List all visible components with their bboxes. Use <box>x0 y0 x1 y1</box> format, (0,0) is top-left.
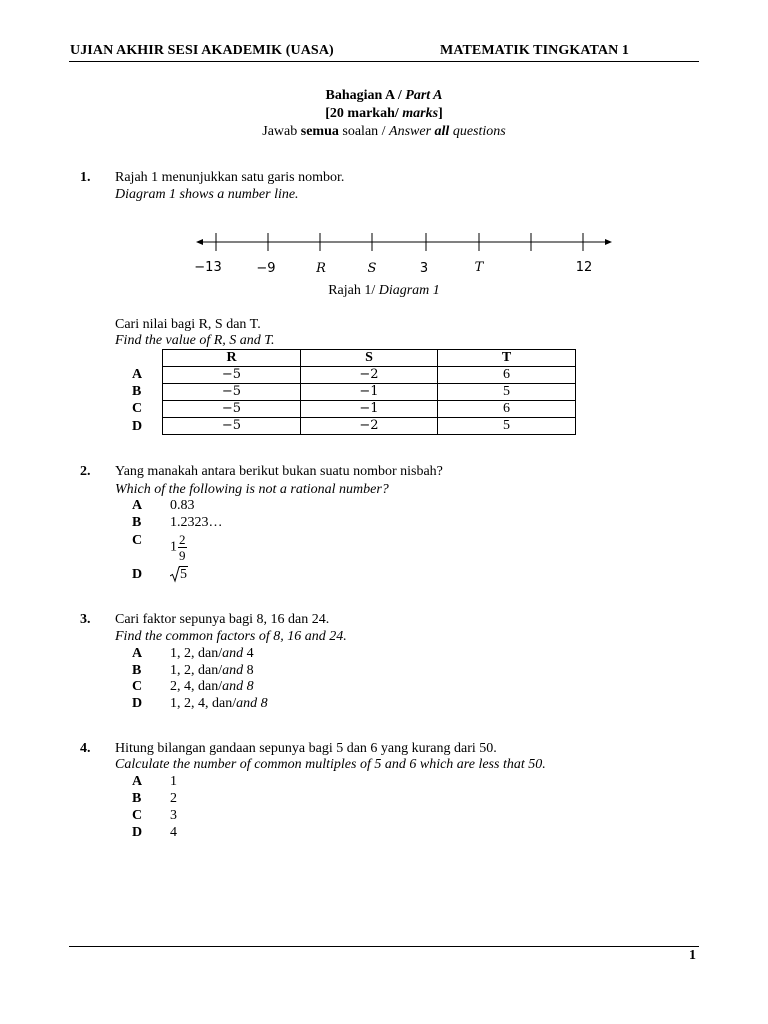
header-left: UJIAN AKHIR SESI AKADEMIK (UASA) <box>70 43 334 58</box>
q3-option-b-value <box>170 663 254 679</box>
header-right: MATEMATIK TINGKATAN 1 <box>440 43 630 58</box>
nl-label-r: R <box>316 261 326 276</box>
table-row <box>163 367 576 384</box>
q2-option-d-value <box>170 566 188 583</box>
q3-option-c-label: C <box>132 679 143 694</box>
q1-row-label-c: C <box>132 401 143 416</box>
table-cell: −2 <box>301 418 438 435</box>
q2-text-en: Which of the following is not a rational number? <box>115 482 389 497</box>
q4-text-en: Calculate the number of common multiples of 5 and 6 which are less that 50. <box>115 757 546 772</box>
q1-row-label-a: A <box>132 367 143 382</box>
q4-option-b-label: B <box>132 791 142 806</box>
instr-5: all <box>434 124 450 139</box>
opt-and: and 8 <box>236 696 268 711</box>
table-header-s: S <box>301 350 438 367</box>
marks-pre: [20 markah/ <box>325 106 399 121</box>
table-header-row <box>163 350 576 367</box>
q2-option-a-value: 0.83 <box>170 498 195 513</box>
table-cell: −5 <box>163 401 301 418</box>
q2-option-c-value <box>170 532 187 563</box>
header-divider <box>69 61 699 62</box>
section-title-ms: Bahagian A / <box>325 88 402 103</box>
q4-option-d-label: D <box>132 825 143 840</box>
page-number: 1 <box>689 948 696 963</box>
q3-option-d-value <box>170 696 268 712</box>
nl-label-12: 12 <box>575 260 593 275</box>
opt-and: and 8 <box>222 679 254 694</box>
nl-label-s: S <box>367 261 377 276</box>
q1-caption <box>0 283 768 299</box>
q3-number: 3. <box>80 612 91 627</box>
table-row <box>163 401 576 418</box>
nl-label-neg13: −13 <box>194 260 222 275</box>
q2-option-a-label: A <box>132 498 143 513</box>
table-cell: −1 <box>301 401 438 418</box>
marks-en: marks <box>402 106 439 121</box>
q4-option-c-label: C <box>132 808 143 823</box>
q2-option-b-value: 1.2323… <box>170 515 223 530</box>
instr-6: questions <box>452 124 506 139</box>
q4-number: 4. <box>80 741 91 756</box>
opt-and: and <box>222 663 244 678</box>
nl-label-3: 3 <box>419 261 429 276</box>
table-cell: −5 <box>163 367 301 384</box>
fraction-denominator: 9 <box>179 548 186 563</box>
q2-option-b-label: B <box>132 515 142 530</box>
q1-text-en: Diagram 1 shows a number line. <box>115 187 299 202</box>
q2-text-ms: Yang manakah antara berikut bukan suatu nombor nisbah? <box>115 464 443 479</box>
right-arrow-icon <box>605 239 612 245</box>
instr-4: Answer <box>389 124 432 139</box>
q3-option-a-value <box>170 646 254 662</box>
q1-number: 1. <box>80 170 91 185</box>
q3-text-en: Find the common factors of 8, 16 and 24. <box>115 629 347 644</box>
q4-option-a-value: 1 <box>170 774 177 789</box>
table-cell: 5 <box>438 418 576 435</box>
table-cell: −1 <box>301 384 438 401</box>
opt-text: 2, 4, dan/ <box>170 679 223 694</box>
section-marks <box>0 106 768 122</box>
mixed-number-whole: 1 <box>170 539 177 555</box>
opt-post: 4 <box>243 646 254 661</box>
q4-text-ms: Hitung bilangan gandaan sepunya bagi 5 dan 6 yang kurang dari 50. <box>115 741 497 756</box>
table-header-r: R <box>163 350 301 367</box>
left-arrow-icon <box>196 239 203 245</box>
section-title-en: Part A <box>405 88 443 103</box>
q3-text-ms: Cari faktor sepunya bagi 8, 16 dan 24. <box>115 612 330 627</box>
fraction-numerator: 2 <box>179 532 186 547</box>
opt-text: 1, 2, 4, dan/ <box>170 696 237 711</box>
table-cell: 6 <box>438 367 576 384</box>
table-cell: 6 <box>438 401 576 418</box>
q3-option-b-label: B <box>132 663 142 678</box>
instr-2: semua <box>300 124 339 139</box>
q4-option-c-value: 3 <box>170 808 177 823</box>
nl-label-t: T <box>474 260 484 275</box>
instr-1: Jawab <box>262 124 298 139</box>
q1-answer-table <box>162 349 576 435</box>
instr-3: soalan / <box>342 124 386 139</box>
opt-post: 8 <box>243 663 254 678</box>
table-row <box>163 384 576 401</box>
square-root <box>170 566 188 583</box>
radicand: 5 <box>180 567 187 582</box>
q3-option-a-label: A <box>132 646 143 661</box>
section-instructions <box>0 124 768 140</box>
table-cell: −5 <box>163 384 301 401</box>
table-header-t: T <box>438 350 576 367</box>
opt-text: 1, 2, dan/ <box>170 646 223 661</box>
table-cell: 5 <box>438 384 576 401</box>
q4-option-a-label: A <box>132 774 143 789</box>
q1-ask-ms: Cari nilai bagi R, S dan T. <box>115 317 261 332</box>
q1-text-ms: Rajah 1 menunjukkan satu garis nombor. <box>115 170 345 185</box>
opt-text: 1, 2, dan/ <box>170 663 223 678</box>
q3-option-c-value <box>170 679 254 695</box>
caption-en: Diagram 1 <box>378 283 440 298</box>
table-cell: −2 <box>301 367 438 384</box>
radical-sign-icon <box>170 566 180 583</box>
q2-option-c-label: C <box>132 533 143 548</box>
table-row <box>163 418 576 435</box>
q2-option-d-label: D <box>132 567 143 582</box>
fraction <box>178 532 187 563</box>
opt-and: and <box>222 646 244 661</box>
q1-ask-en: Find the value of R, S and T. <box>115 333 275 348</box>
nl-label-neg9: −9 <box>256 261 276 276</box>
q1-row-label-d: D <box>132 419 143 434</box>
q4-option-b-value: 2 <box>170 791 177 806</box>
q2-number: 2. <box>80 464 91 479</box>
caption-ms: Rajah 1/ <box>328 283 376 298</box>
number-line-diagram <box>190 226 620 278</box>
section-title <box>0 88 768 104</box>
table-cell: −5 <box>163 418 301 435</box>
footer-divider <box>69 946 699 947</box>
marks-post: ] <box>438 106 443 121</box>
q4-option-d-value: 4 <box>170 825 177 840</box>
q3-option-d-label: D <box>132 696 143 711</box>
q1-row-label-b: B <box>132 384 142 399</box>
